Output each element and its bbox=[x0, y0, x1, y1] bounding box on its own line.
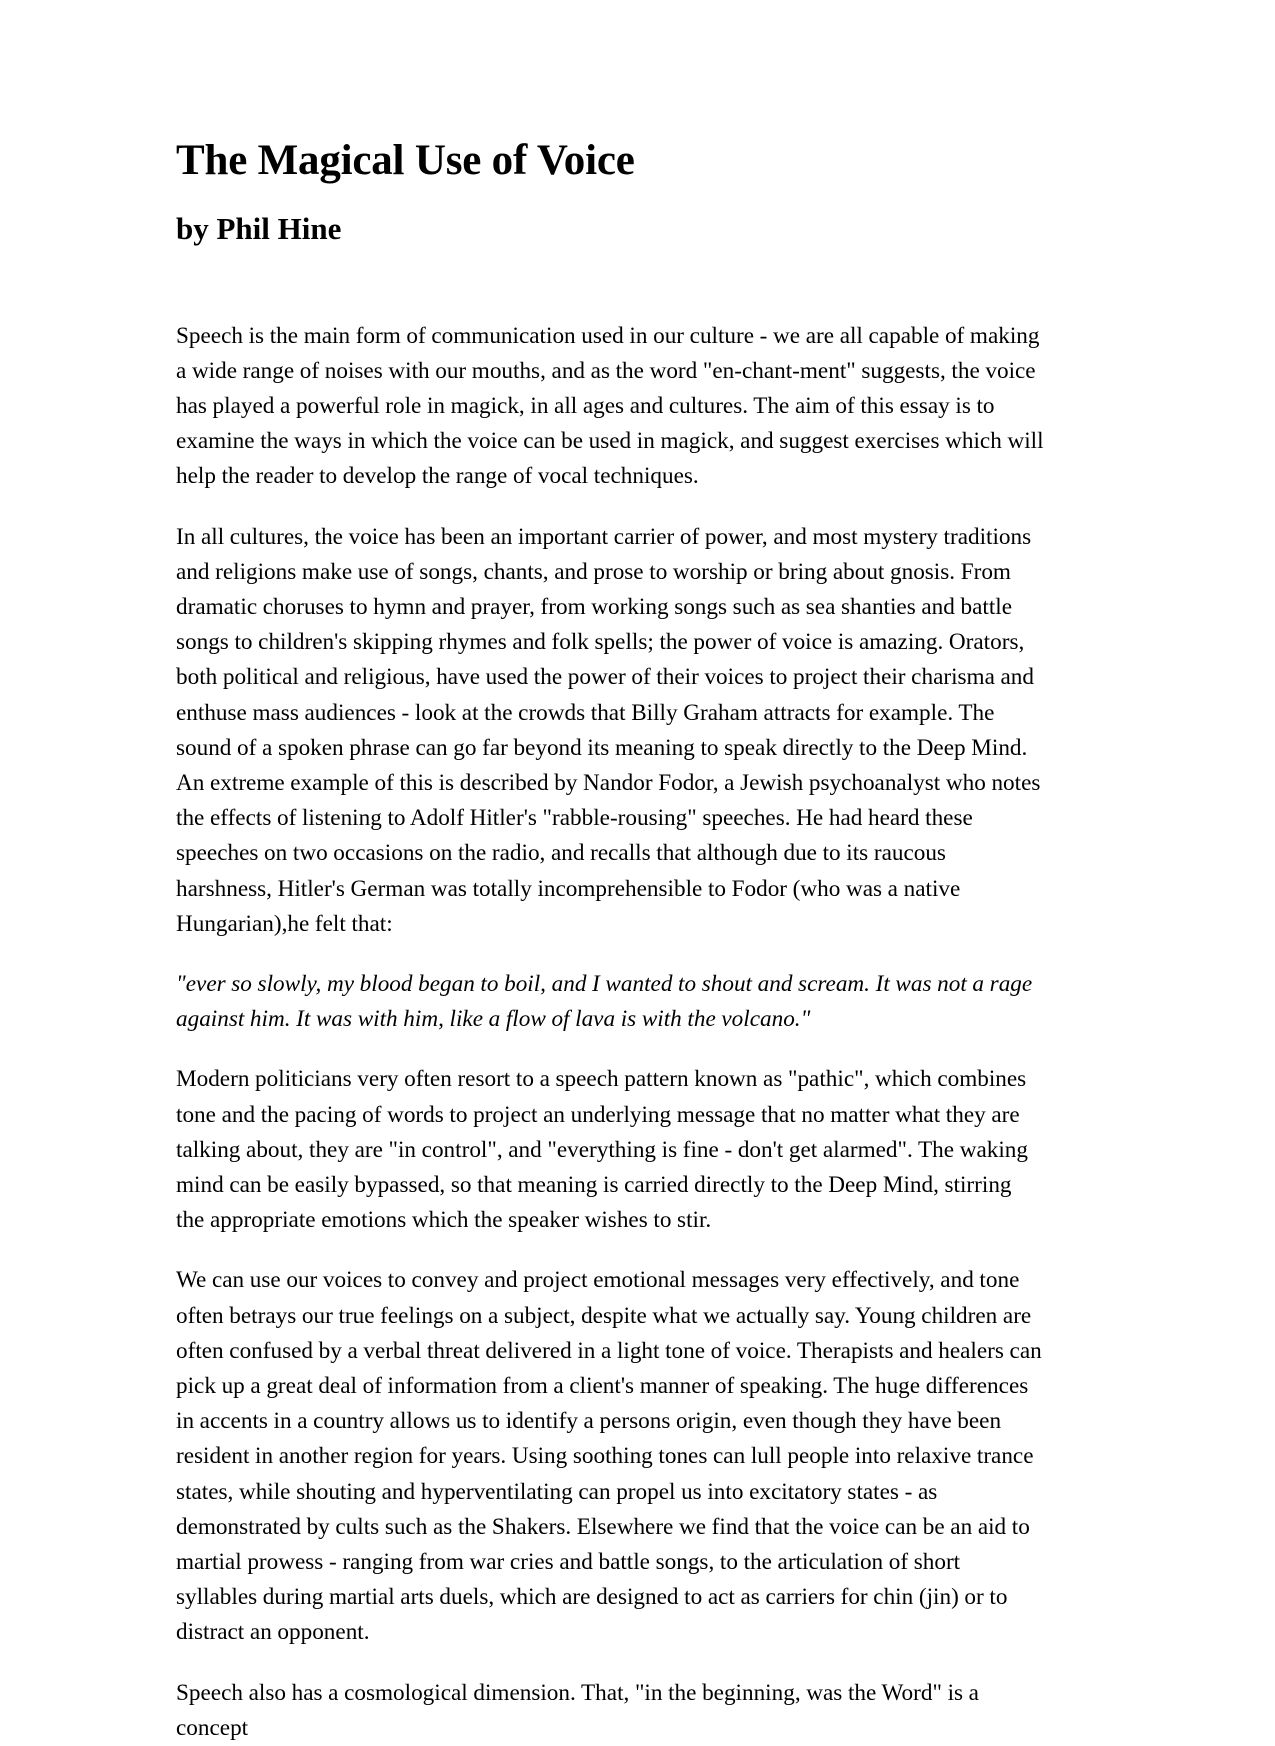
paragraph-5: Speech also has a cosmological dimension. That, "in the beginning, was the Word" is a concept bbox=[176, 1679, 979, 1741]
author-byline: by Phil Hine bbox=[176, 211, 342, 247]
paragraph-2: In all cultures, the voice has been an important carrier of power, and most mystery traditions and religions make use of songs, chants, and prose to worship or bring about gnosis. From dramatic choruses to hymn and prayer, from working songs such as sea shanties and battle songs to children's skipping rhymes and folk spells; the power of voice is amazing. Orators, both political and religious, have used the power of their voices to project their charisma and enthuse mass audiences - look at the crowds that Billy Graham attracts for example. The sound of a spoken phrase can go far beyond its meaning to speak directly to the Deep Mind. An extreme example of this is described by Nandor Fodor, a Jewish psychoanalyst who notes the effects of listening to Adolf Hitler's "rabble-rousing" speeches. He had heard these speeches on two occasions on the radio, and recalls that although due to its raucous harshness, Hitler's German was totally incomprehensible to Fodor (who was a native Hungarian),he felt that: bbox=[176, 523, 1041, 937]
paragraph-4: We can use our voices to convey and project emotional messages very effectively, and tone often betrays our true feelings on a subject, despite what we actually say. Young children are often confused by a verbal threat delivered in a light tone of voice. Therapists and healers can pick up a great deal of information from a client's manner of speaking. The huge differences in accents in a country allows us to identify a persons origin, even though they have been resident in another region for years. Using soothing tones can lull people into relaxive trance states, while shouting and hyperventilating can propel us into excitatory states - as demonstrated by cults such as the Shakers. Elsewhere we find that the voice can be an aid to martial prowess - ranging from war cries and battle songs, to the articulation of short syllables during martial arts duels, which are designed to act as carriers for chin (jin) or to distract an opponent. bbox=[176, 1267, 1042, 1646]
block-quote: "ever so slowly, my blood began to boil, and I wanted to shout and scream. It was not a rage against him. It was with him, like a flow of lava is with the volcano." bbox=[176, 970, 1033, 1033]
paragraph-1: Speech is the main form of communication used in our culture - we are all capable of making a wide range of noises with our mouths, and as the word "en-chant-ment" suggests, the voice has played a powerful role in magick, in all ages and cultures. The aim of this essay is to examine the ways in which the voice can be used in magick, and suggest exercises which will help the reader to develop the range of vocal techniques. bbox=[176, 322, 1044, 490]
paragraph-3: Modern politicians very often resort to a speech pattern known as "pathic", which combines tone and the pacing of words to project an underlying message that no matter what they are talking about, they are "in control", and "everything is fine - don't get alarmed". The waking mind can be easily bypassed, so that meaning is carried directly to the Deep Mind, stirring the appropriate emotions which the speaker wishes to stir. bbox=[176, 1066, 1028, 1234]
document-body bbox=[176, 319, 1105, 1746]
page-title: The Magical Use of Voice bbox=[176, 137, 635, 184]
